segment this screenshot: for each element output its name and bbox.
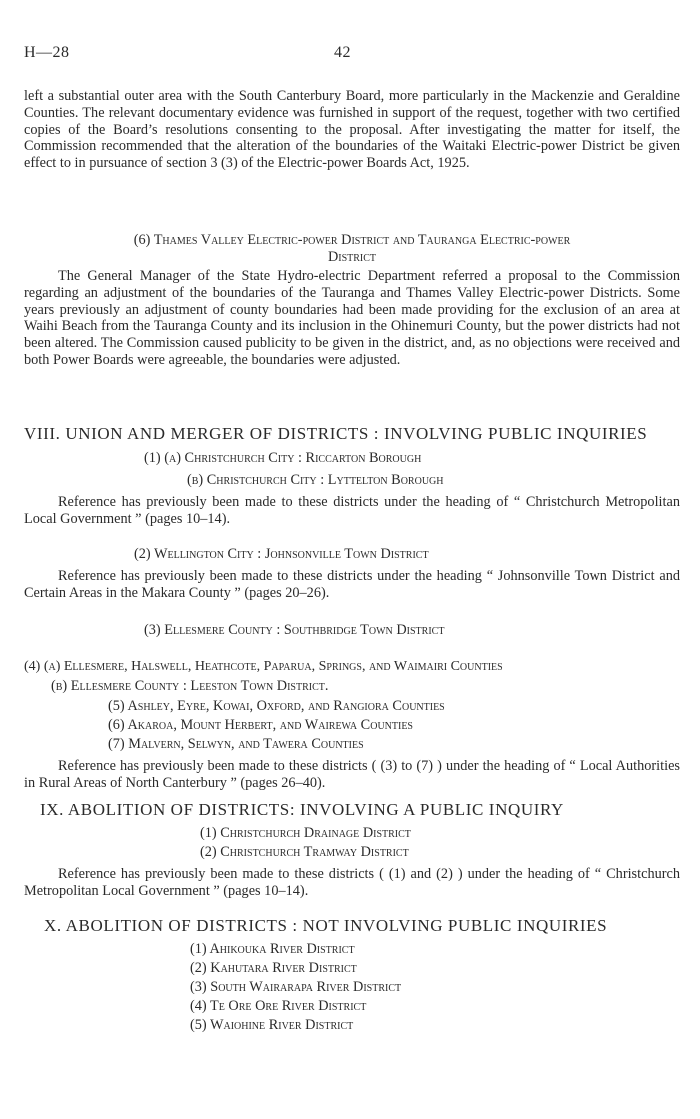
item-akaroa-counties: (6) Akaroa, Mount Herbert, and Wairewa Counties <box>108 717 413 733</box>
item-te-ore-ore-river: (4) Te Ore Ore River District <box>190 998 367 1014</box>
section-heading-abolition-inquiry: IX. ABOLITION OF DISTRICTS: INVOLVING A PUBLIC INQUIRY <box>40 800 564 819</box>
item-ahikouka-river: (1) Ahikouka River District <box>190 941 355 957</box>
section-heading-union-merger: VIII. UNION AND MERGER OF DISTRICTS : INVOLVING PUBLIC INQUIRIES <box>24 424 648 443</box>
item-ellesmere-leeston: (b) Ellesmere County : Leeston Town District. <box>51 678 329 694</box>
item-south-wairarapa-river: (3) South Wairarapa River District <box>190 979 402 995</box>
paragraph-tauranga: The General Manager of the State Hydro-electric Department referred a proposal to the Commission regarding an adjustment of the boundaries of the Tauranga and Thames Valley Electric-power Districts. Some years previously an adjustment of county boundaries had been made providing for the exclusion of an area at Waihi Beach from the Tauranga County and its inclusion in the Ohinemuri County, but the power districts had not been altered. The Commission caused publicity to be given in the district, and, as no objections were received and both Power Boards were agreeable, the boundaries were adjusted. <box>24 268 680 368</box>
page-number: 42 <box>334 44 351 61</box>
document-code: H—28 <box>24 44 70 61</box>
reference-christchurch-metropolitan: Reference has previously been made to these districts under the heading of “ Christchurch Metropolitan Local Government ” (pages 10–14). <box>24 494 680 527</box>
section-heading-abolition-no-inquiry: X. ABOLITION OF DISTRICTS : NOT INVOLVING PUBLIC INQUIRIES <box>44 916 608 935</box>
subheading-thames-valley-line2: District <box>327 248 377 265</box>
item-ellesmere-southbridge: (3) Ellesmere County : Southbridge Town District <box>144 622 445 638</box>
item-ashley-counties: (5) Ashley, Eyre, Kowai, Oxford, and Rangiora Counties <box>108 698 445 714</box>
item-wellington-johnsonville: (2) Wellington City : Johnsonville Town District <box>134 546 429 562</box>
item-waiohine-river: (5) Waiohine River District <box>190 1017 354 1033</box>
item-malvern-counties: (7) Malvern, Selwyn, and Tawera Counties <box>108 736 364 752</box>
paragraph-waitaki: left a substantial outer area with the South Canterbury Board, more particularly in the Mackenzie and Geraldine Counties. The relevant documentary evidence was furnished in support of the request, together with two certified copies of the Board’s resolutions consenting to the proposal. After investigating the matter for itself, the Commission recommended that the alteration of the boundaries of the Waitaki Electric-power District be given effect to in pursuance of section 3 (3) of the Electric-power Boards Act, 1925. <box>24 88 680 172</box>
reference-north-canterbury: Reference has previously been made to these districts ( (3) to (7) ) under the heading of “ Local Authorities in Rural Areas of North Canterbury ” (pages 26–40). <box>24 758 680 791</box>
item-christchurch-lyttelton: (b) Christchurch City : Lyttelton Borough <box>187 472 444 488</box>
item-ellesmere-counties: (4) (a) Ellesmere, Halswell, Heathcote, Paparua, Springs, and Waimairi Counties <box>24 659 503 674</box>
item-kahutara-river: (2) Kahutara River District <box>190 960 357 976</box>
item-christchurch-drainage: (1) Christchurch Drainage District <box>200 825 411 841</box>
reference-christchurch-abolition: Reference has previously been made to these districts ( (1) and (2) ) under the heading of “ Christchurch Metropolitan Local Government ” (pages 10–14). <box>24 866 680 899</box>
reference-johnsonville: Reference has previously been made to these districts under the heading “ Johnsonville Town District and Certain Areas in the Makara County ” (pages 20–26). <box>24 568 680 601</box>
subheading-thames-valley-line1: (6) Thames Valley Electric-power District and Tauranga Electric-power <box>133 232 571 248</box>
item-christchurch-riccarton: (1) (a) Christchurch City : Riccarton Borough <box>144 450 422 466</box>
item-christchurch-tramway: (2) Christchurch Tramway District <box>200 844 409 860</box>
